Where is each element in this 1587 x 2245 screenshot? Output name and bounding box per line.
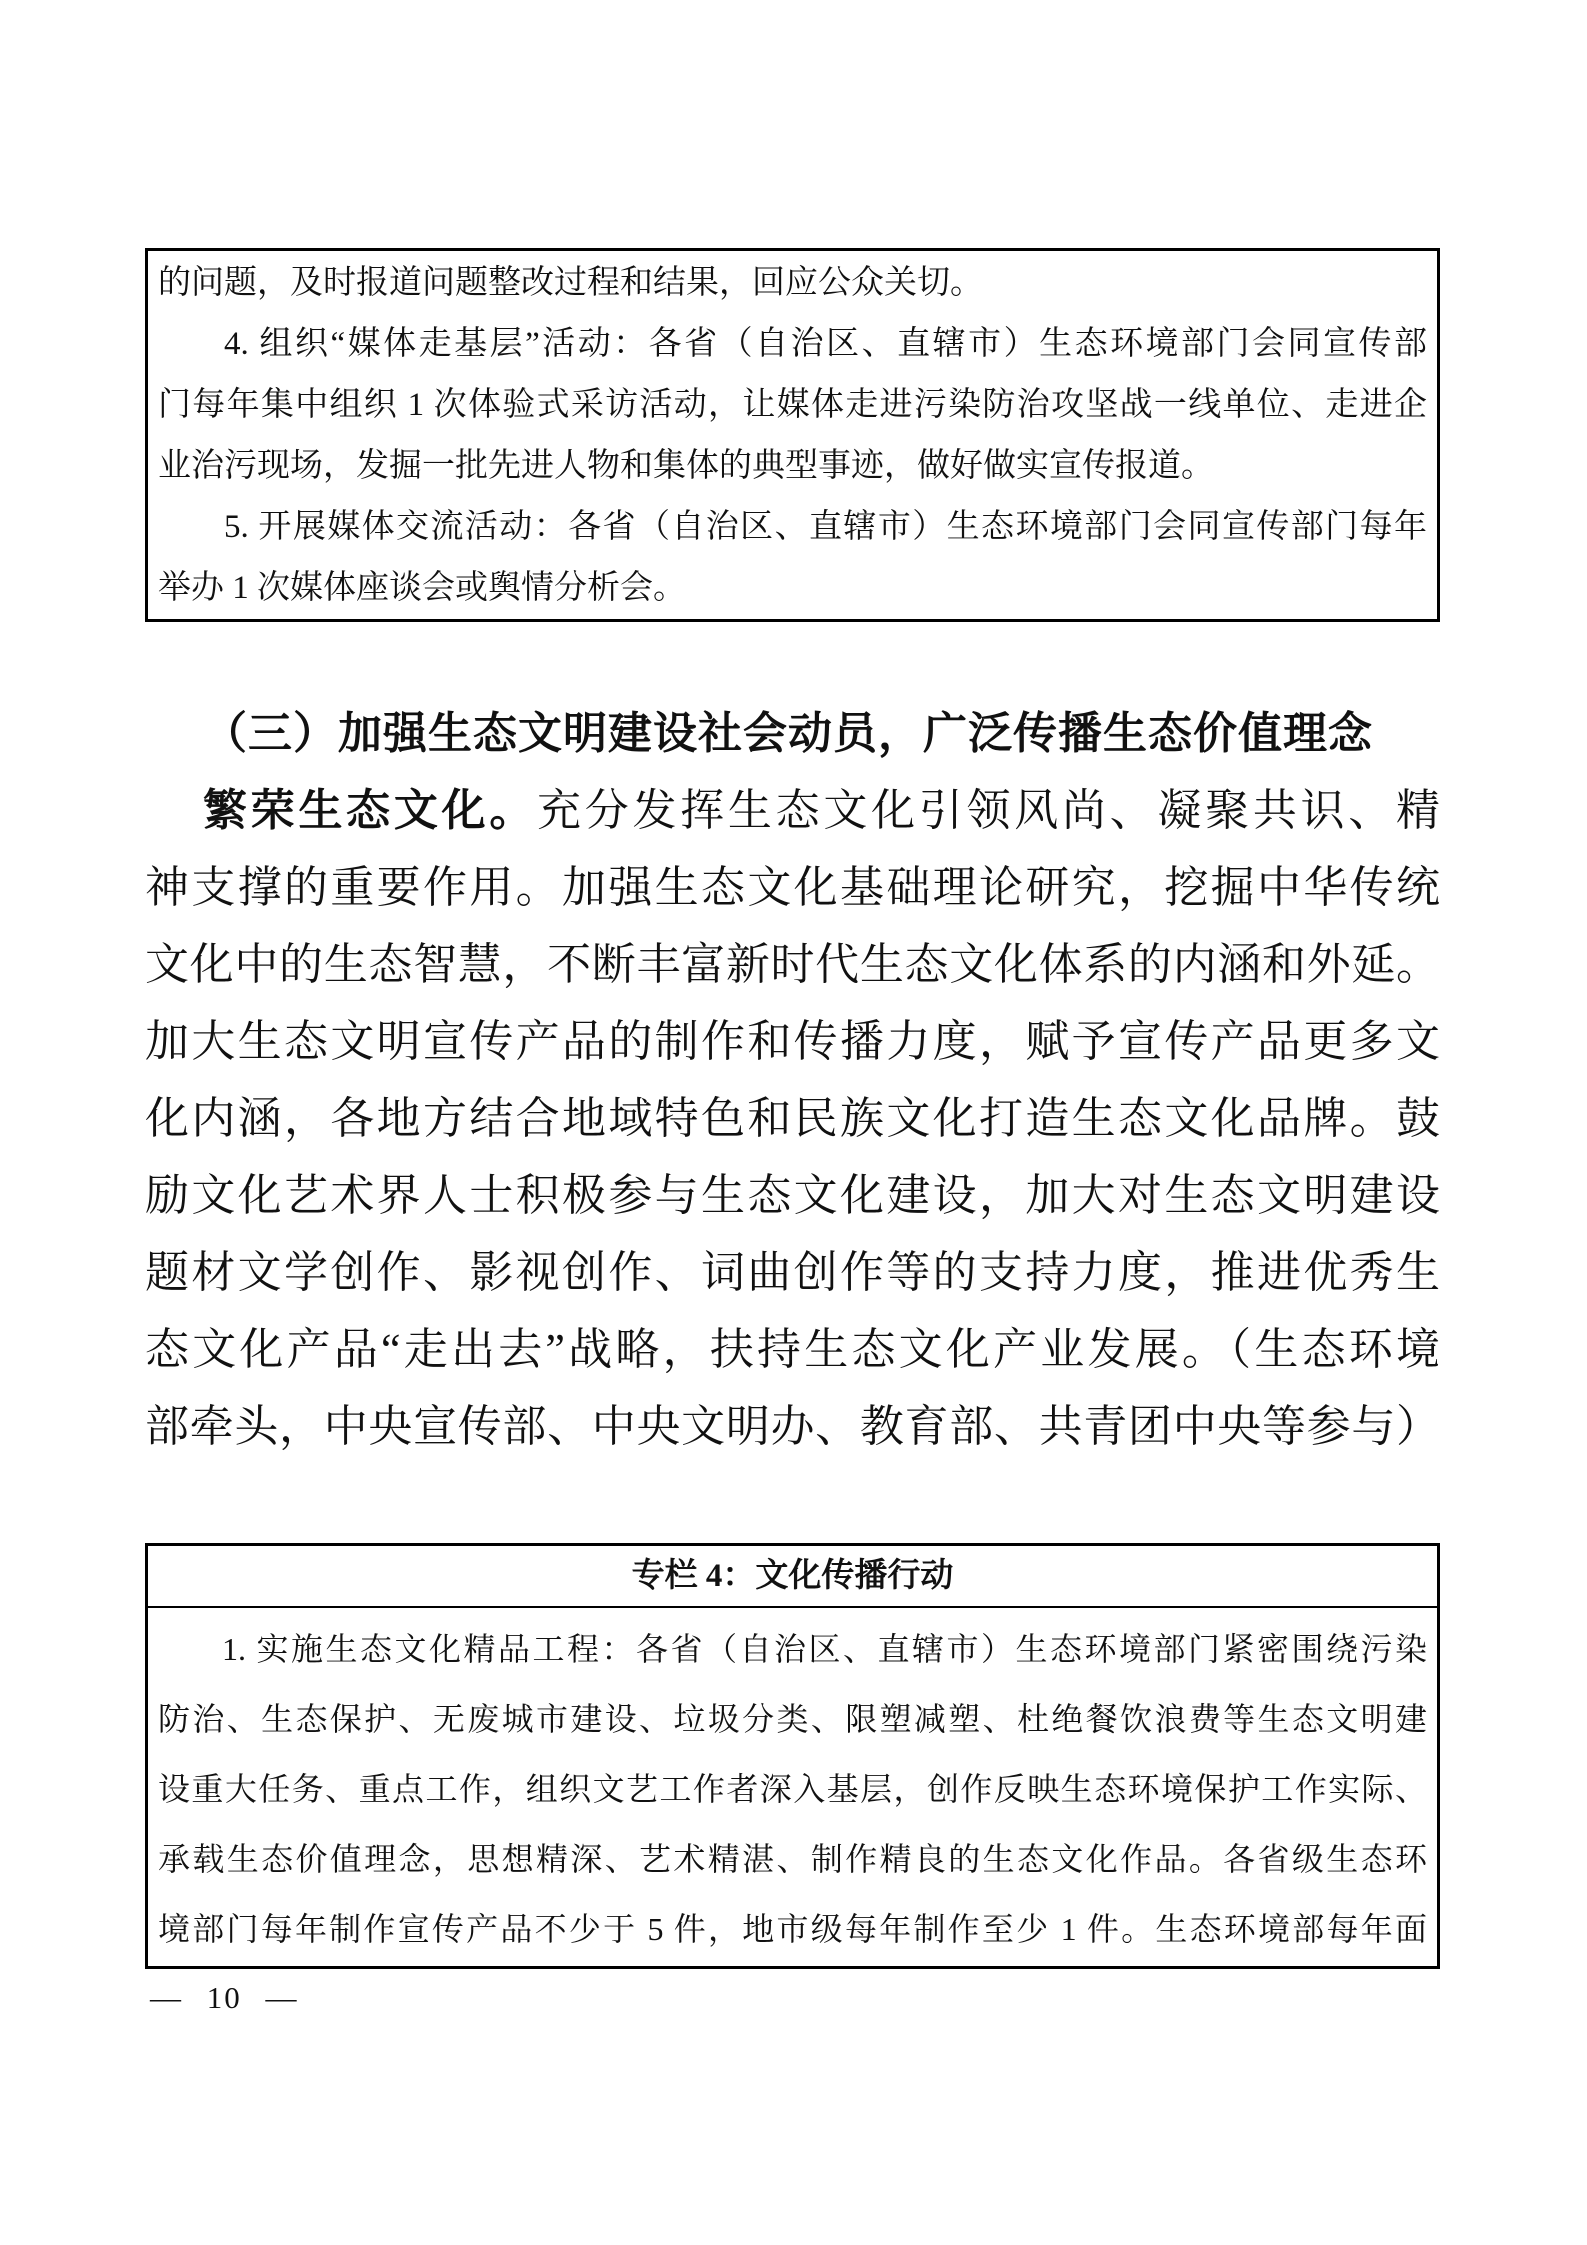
section-lead-bold: 繁荣生态文化。 xyxy=(203,786,538,835)
body-line: 文化中的生态智慧，不断丰富新时代生态文化体系的内涵和外延。 xyxy=(145,940,1440,989)
body-line: 态文化产品“走出去”战略，扶持生态文化产业发展。（生态环境 xyxy=(145,1325,1440,1374)
body-line: 题材文学创作、影视创作、词曲创作等的支持力度，推进优秀生 xyxy=(145,1248,1440,1297)
body-line: 神支撑的重要作用。加强生态文化基础理论研究，挖掘中华传统 xyxy=(145,863,1440,912)
media-box-line: 5. 开展媒体交流活动：各省（自治区、直辖市）生态环境部门会同宣传部门每年 xyxy=(224,509,1427,545)
column4-box-line: 1. 实施生态文化精品工程：各省（自治区、直辖市）生态环境部门紧密围绕污染 xyxy=(222,1631,1427,1667)
media-box-line: 门每年集中组织 1 次体验式采访活动，让媒体走进污染防治攻坚战一线单位、走进企 xyxy=(158,387,1427,423)
column4-box xyxy=(145,1543,1440,1969)
column4-box-line: 境部门每年制作宣传产品不少于 5 件，地市级每年制作至少 1 件。生态环境部每年面 xyxy=(158,1911,1427,1947)
media-box-line: 4. 组织“媒体走基层”活动：各省（自治区、直辖市）生态环境部门会同宣传部 xyxy=(224,326,1427,362)
body-line: 加大生态文明宣传产品的制作和传播力度，赋予宣传产品更多文 xyxy=(145,1017,1440,1066)
body-line: 化内涵，各地方结合地域特色和民族文化打造生态文化品牌。鼓 xyxy=(145,1094,1440,1143)
column4-box-line: 防治、生态保护、无废城市建设、垃圾分类、限塑减塑、杜绝餐饮浪费等生态文明建 xyxy=(158,1701,1427,1737)
column4-box-line: 承载生态价值理念，思想精深、艺术精湛、制作精良的生态文化作品。各省级生态环 xyxy=(158,1841,1427,1877)
page-footer xyxy=(150,1980,299,2016)
column4-box-title: 专栏 4：文化传播行动 xyxy=(148,1546,1437,1608)
section-three xyxy=(145,695,1440,1465)
media-box-line: 业治污现场，发掘一批先进人物和集体的典型事迹，做好做实宣传报道。 xyxy=(158,448,1214,484)
media-box-line: 的问题，及时报道问题整改过程和结果，回应公众关切。 xyxy=(158,265,983,301)
page-number: — 10 — xyxy=(150,1980,299,2015)
column4-box-body xyxy=(148,1608,1437,1966)
media-box-line: 举办 1 次媒体座谈会或舆情分析会。 xyxy=(158,570,686,606)
body-line: 部牵头，中央宣传部、中央文明办、教育部、共青团中央等参与） xyxy=(145,1402,1440,1451)
section-heading: （三）加强生态文明建设社会动员，广泛传播生态价值理念 xyxy=(203,709,1373,758)
section-lead-rest: 充分发挥生态文化引领风尚、凝聚共识、精 xyxy=(537,786,1441,835)
column4-box-line: 设重大任务、重点工作，组织文艺工作者深入基层，创作反映生态环境保护工作实际、 xyxy=(158,1771,1427,1807)
section-lead-line xyxy=(145,772,1440,849)
media-activities-box xyxy=(145,248,1440,622)
body-line: 励文化艺术界人士积极参与生态文化建设，加大对生态文明建设 xyxy=(145,1171,1440,1220)
